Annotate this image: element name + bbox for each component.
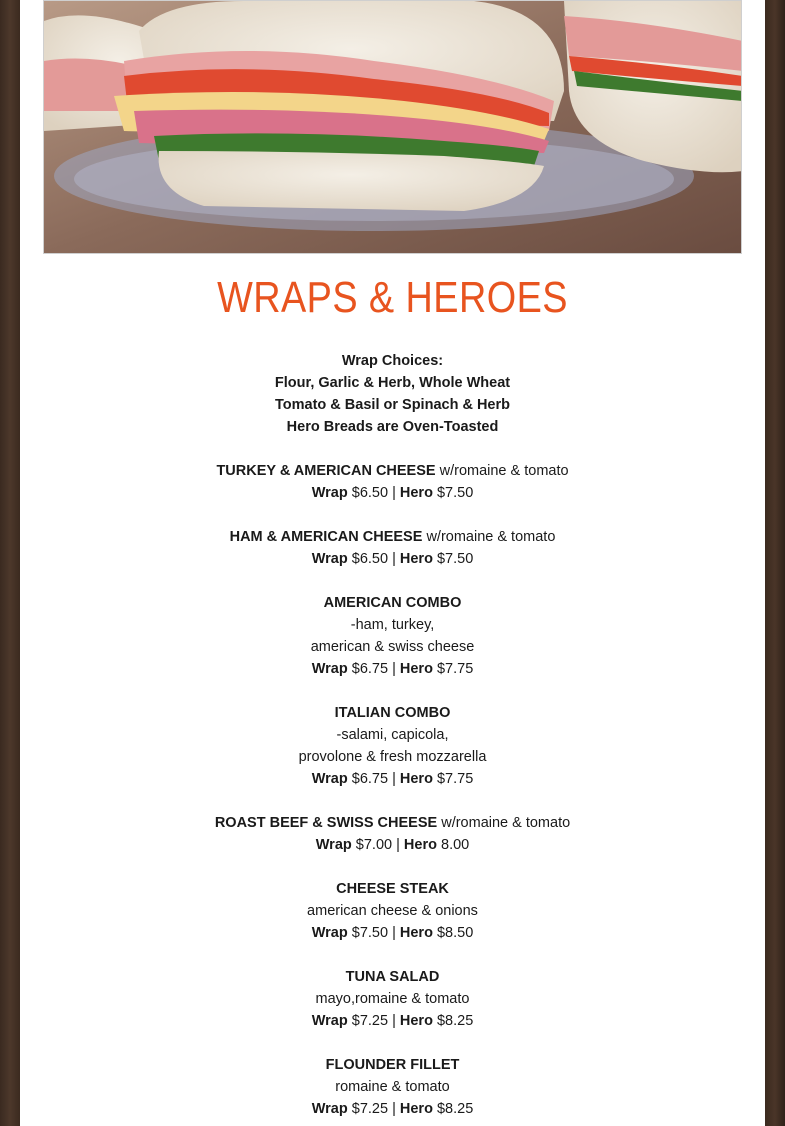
hero-price: $8.50 (436, 925, 474, 941)
wrap-label: Wrap (311, 771, 348, 787)
menu-item (20, 790, 765, 856)
item-price-line (20, 482, 765, 504)
intro-line: Hero Breads are Oven-Toasted (286, 419, 499, 435)
item-inline-desc: w/romaine & tomato (439, 463, 569, 479)
wrap-price: $6.75 (351, 661, 389, 677)
intro-line: Flour, Garlic & Herb, Whole Wheat (274, 375, 511, 391)
wrap-label: Wrap (311, 485, 348, 501)
hero-label: Hero (399, 771, 433, 787)
sandwich-photo (43, 0, 742, 254)
hero-price: $8.25 (436, 1101, 474, 1117)
item-name-line (20, 878, 765, 900)
item-name-line (20, 966, 765, 988)
item-price-line (20, 548, 765, 570)
price-separator: | (392, 771, 396, 787)
wrap-price: $7.50 (351, 925, 389, 941)
menu-item (20, 680, 765, 790)
intro-line: Tomato & Basil or Spinach & Herb (275, 397, 510, 413)
item-name: AMERICAN COMBO (323, 595, 462, 611)
spacer (20, 680, 765, 702)
wrap-label: Wrap (311, 661, 348, 677)
menu-item (20, 504, 765, 570)
hero-label: Hero (399, 1101, 433, 1117)
price-separator: | (392, 925, 396, 941)
item-desc: american cheese & onions (307, 903, 478, 919)
price-separator: | (392, 485, 396, 501)
item-name-line (20, 526, 765, 548)
wrap-label: Wrap (315, 837, 352, 853)
hero-price: $7.50 (436, 485, 474, 501)
wrap-price: $7.25 (351, 1101, 389, 1117)
item-price-line (20, 834, 765, 856)
item-name: TURKEY & AMERICAN CHEESE (216, 463, 436, 479)
item-name: TUNA SALAD (345, 969, 440, 985)
item-name-line (20, 702, 765, 724)
menu-item (20, 944, 765, 1032)
menu-item (20, 856, 765, 944)
spacer (20, 438, 765, 460)
item-name-line (20, 1054, 765, 1076)
sandwich-photo-icon (44, 1, 742, 254)
wrap-price: $7.00 (355, 837, 393, 853)
hero-label: Hero (399, 661, 433, 677)
menu-list (20, 350, 765, 1120)
wrap-price: $6.75 (351, 771, 389, 787)
wrap-label: Wrap (311, 1013, 348, 1029)
item-price-line (20, 1098, 765, 1120)
hero-price: 8.00 (441, 837, 470, 853)
price-separator: | (396, 837, 400, 853)
item-desc: -salami, capicola, (336, 727, 449, 743)
hero-price: $7.50 (436, 551, 474, 567)
item-desc: provolone & fresh mozzarella (298, 749, 487, 765)
item-desc: romaine & tomato (335, 1079, 450, 1095)
wrap-price: $7.25 (351, 1013, 389, 1029)
spacer (20, 944, 765, 966)
hero-price: $7.75 (436, 771, 474, 787)
spacer (20, 856, 765, 878)
wrap-label: Wrap (311, 1101, 348, 1117)
spacer (20, 504, 765, 526)
hero-label: Hero (399, 925, 433, 941)
wrap-label: Wrap (311, 925, 348, 941)
menu-item (20, 1032, 765, 1120)
price-separator: | (392, 661, 396, 677)
menu-item (20, 438, 765, 504)
item-name-line (20, 812, 765, 834)
price-separator: | (392, 551, 396, 567)
spacer (20, 570, 765, 592)
item-name-line (20, 460, 765, 482)
item-name: ITALIAN COMBO (334, 705, 451, 721)
item-price-line (20, 768, 765, 790)
menu-items (20, 438, 765, 1120)
item-name-line (20, 592, 765, 614)
item-inline-desc: w/romaine & tomato (426, 529, 556, 545)
item-desc: mayo,romaine & tomato (315, 991, 470, 1007)
hero-label: Hero (399, 551, 433, 567)
hero-label: Hero (403, 837, 437, 853)
item-price-line (20, 658, 765, 680)
intro-line: Wrap Choices: (341, 353, 444, 369)
item-desc: -ham, turkey, (350, 617, 435, 633)
page-title: WRAPS & HEROES (217, 273, 568, 322)
item-price-line (20, 922, 765, 944)
wrap-price: $6.50 (351, 485, 389, 501)
spacer (20, 790, 765, 812)
item-price-line (20, 1010, 765, 1032)
hero-price: $7.75 (436, 661, 474, 677)
wrap-label: Wrap (311, 551, 348, 567)
item-name: ROAST BEEF & SWISS CHEESE (214, 815, 438, 831)
menu-page (20, 0, 765, 1126)
spacer (20, 1032, 765, 1054)
item-inline-desc: w/romaine & tomato (441, 815, 571, 831)
item-desc: american & swiss cheese (310, 639, 475, 655)
menu-item (20, 570, 765, 680)
hero-label: Hero (399, 1013, 433, 1029)
item-name: CHEESE STEAK (336, 881, 449, 897)
price-separator: | (392, 1101, 396, 1117)
price-separator: | (392, 1013, 396, 1029)
item-name: FLOUNDER FILLET (325, 1057, 460, 1073)
item-name: HAM & AMERICAN CHEESE (229, 529, 423, 545)
hero-price: $8.25 (436, 1013, 474, 1029)
hero-label: Hero (399, 485, 433, 501)
wrap-price: $6.50 (351, 551, 389, 567)
